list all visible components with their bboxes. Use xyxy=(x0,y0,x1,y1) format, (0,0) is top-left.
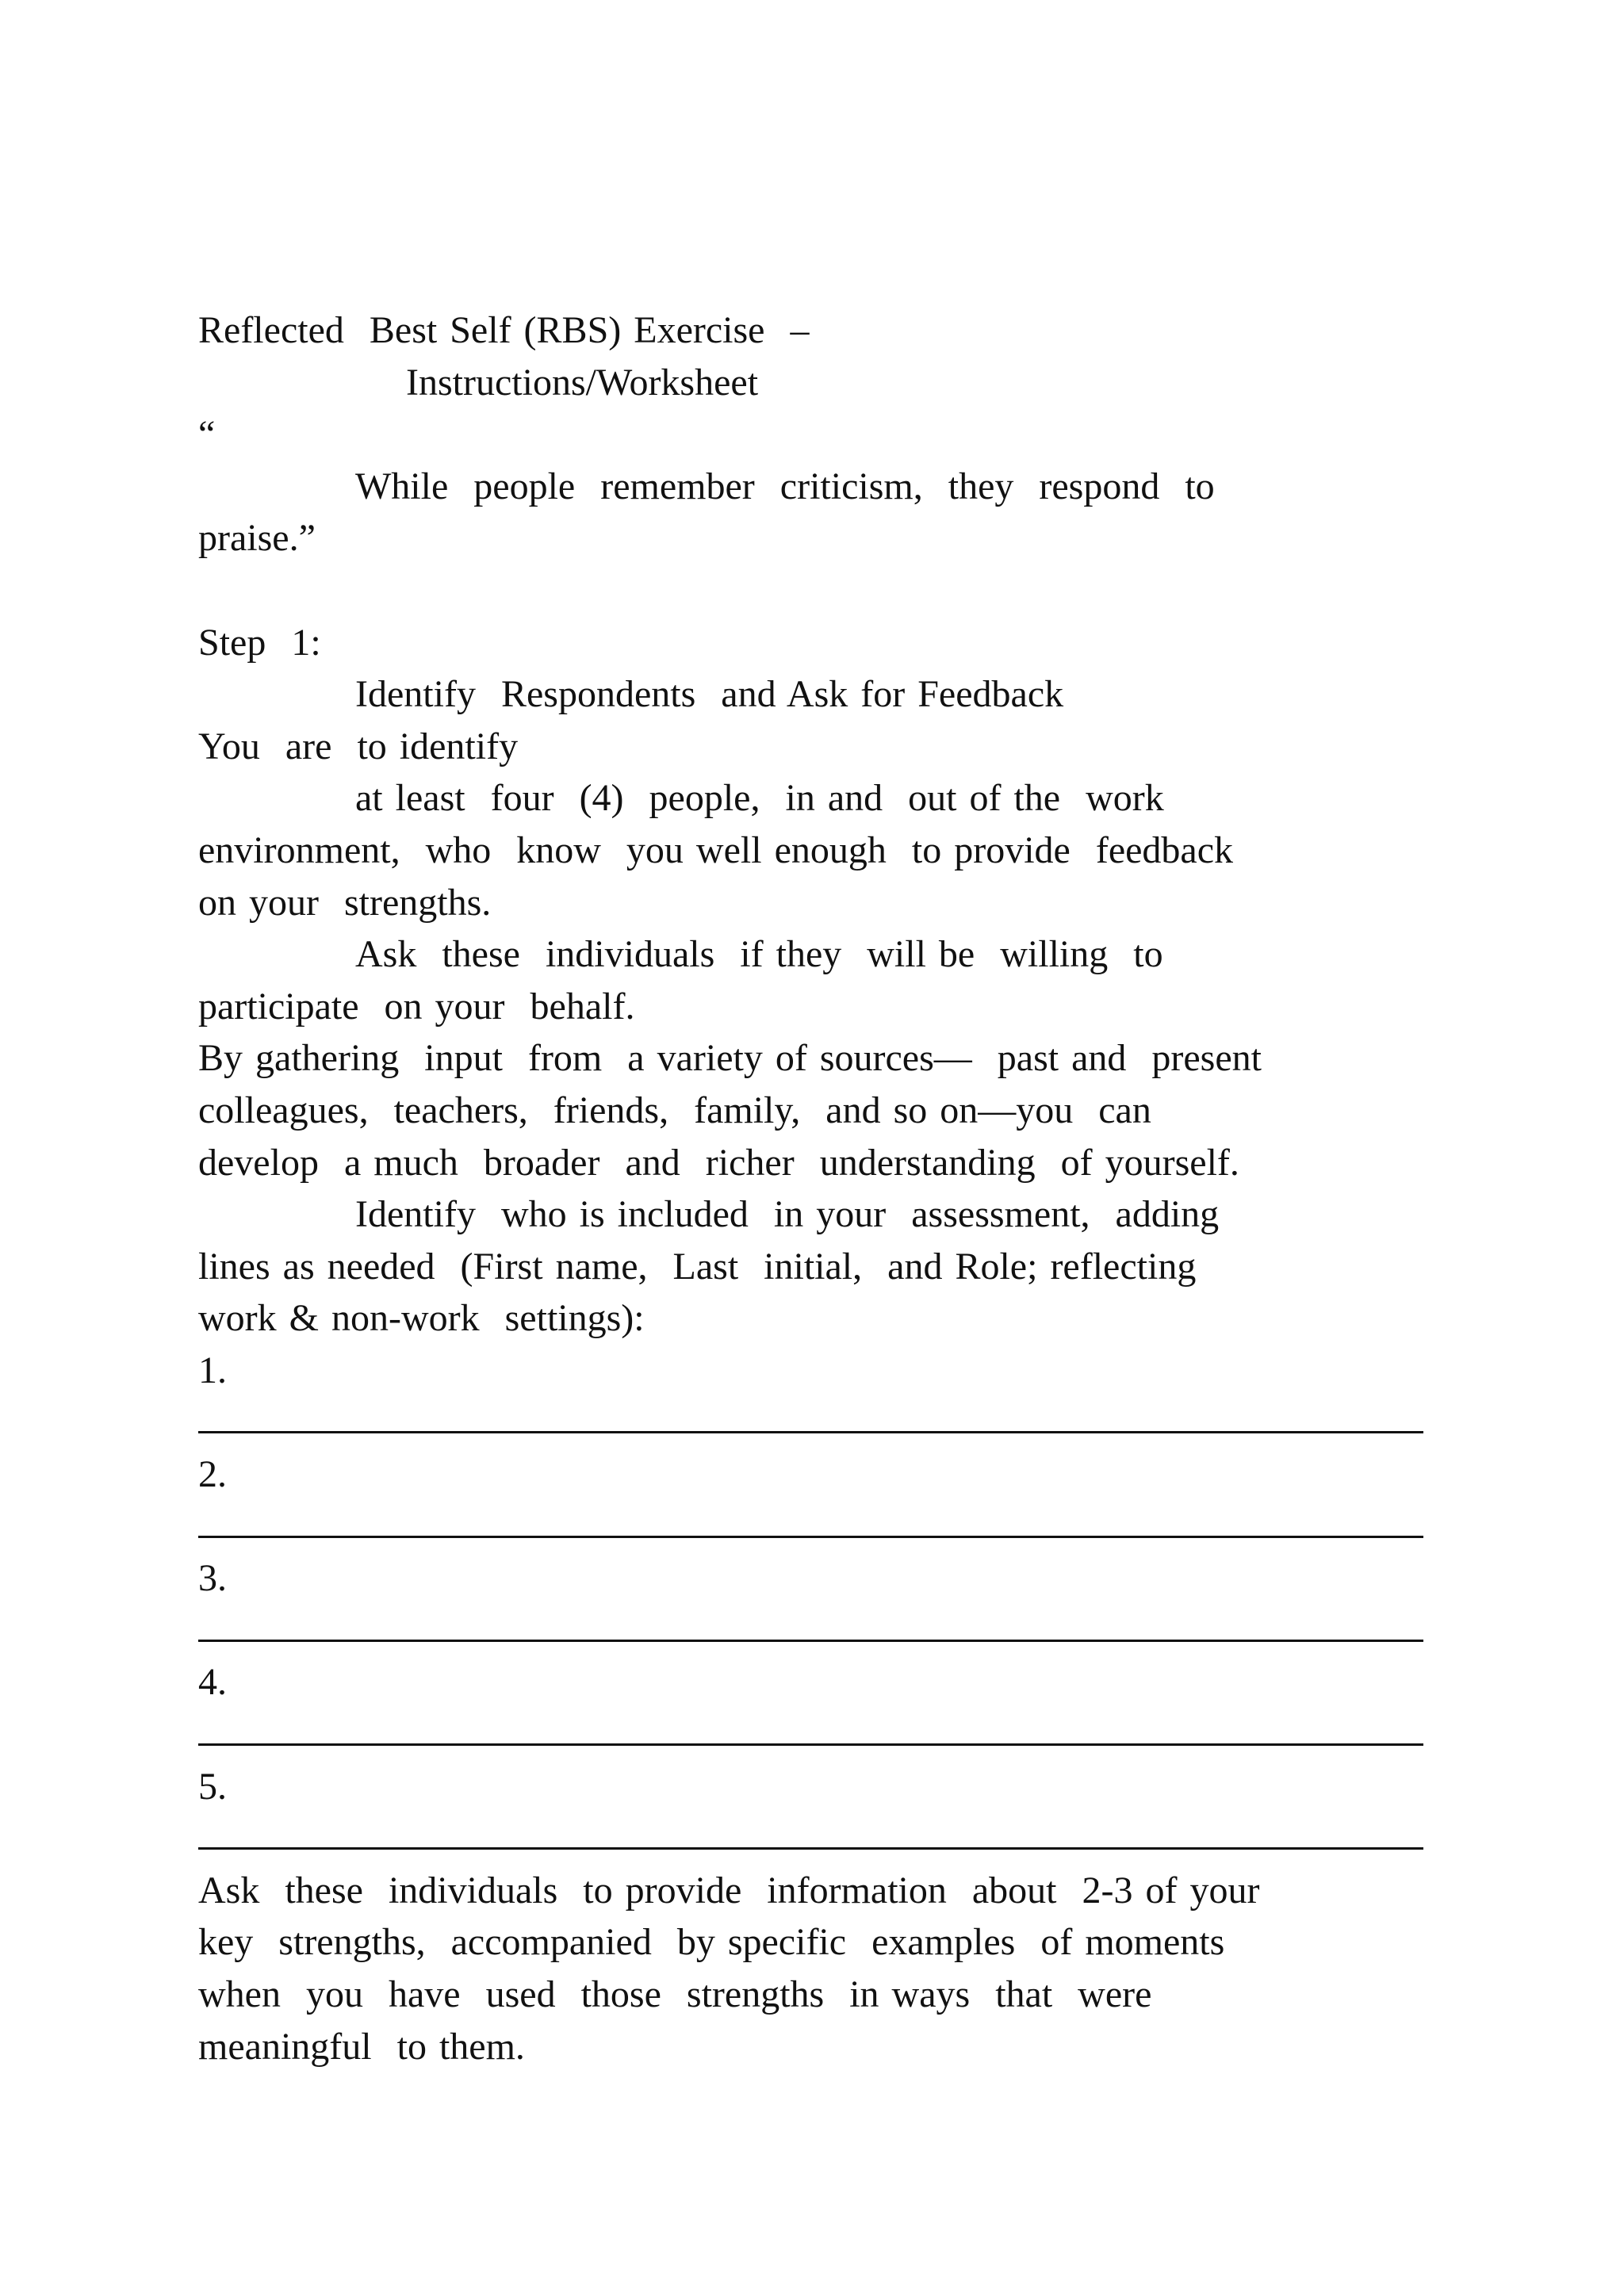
title-line-2: Instructions/Worksheet xyxy=(406,361,759,404)
respondent-blank-line[interactable] xyxy=(198,1812,1435,1865)
paragraph-line: at least four (4) people, in and out of the work xyxy=(355,777,1164,820)
respondent-number: 5. xyxy=(198,1765,227,1808)
respondent-blank-line[interactable] xyxy=(198,1396,1435,1448)
paragraph-line: key strengths, accompanied by specific examples of moments xyxy=(198,1921,1225,1964)
paragraph-line: when you have used those strengths in ways that were xyxy=(198,1973,1152,2015)
paragraph-line: environment, who know you well enough to provide feedback xyxy=(198,828,1234,871)
quote-text: While people remember criticism, they respond to xyxy=(355,465,1215,507)
spacer xyxy=(198,564,1435,617)
paragraph-line: colleagues, teachers, friends, family, and so on—you can xyxy=(198,1089,1151,1131)
quote-end: praise.” xyxy=(198,517,316,560)
paragraph-line: develop a much broader and richer understanding of yourself. xyxy=(198,1141,1239,1184)
respondent-number: 2. xyxy=(198,1453,227,1496)
paragraph-line: By gathering input from a variety of sources— past and present xyxy=(198,1037,1262,1080)
respondent-number: 4. xyxy=(198,1661,227,1704)
paragraph-line: Identify who is included in your assessment, adding xyxy=(355,1193,1220,1236)
respondent-number: 3. xyxy=(198,1557,227,1600)
paragraph-line: Ask these individuals to provide information about 2-3 of your xyxy=(198,1869,1260,1911)
paragraph-line: lines as needed (First name, Last initial, and Role; reflecting xyxy=(198,1245,1197,1288)
document-body xyxy=(198,304,1435,2072)
quote-open-mark: “ xyxy=(198,413,216,456)
respondent-number: 1. xyxy=(198,1349,227,1391)
step-title: Identify Respondents and Ask for Feedback xyxy=(355,673,1064,716)
respondent-blank-line[interactable] xyxy=(198,1501,1435,1553)
respondent-blank-line[interactable] xyxy=(198,1605,1435,1657)
paragraph-line: on your strengths. xyxy=(198,881,492,924)
paragraph-line: You are to identify xyxy=(198,725,519,767)
respondent-blank-line[interactable] xyxy=(198,1709,1435,1761)
paragraph-line: Ask these individuals if they will be willing to xyxy=(355,933,1163,976)
paragraph-line: meaningful to them. xyxy=(198,2025,525,2068)
title-line-1: Reflected Best Self (RBS) Exercise – xyxy=(198,309,810,351)
step-label: Step 1: xyxy=(198,621,321,664)
paragraph-line: participate on your behalf. xyxy=(198,985,635,1027)
paragraph-line: work & non-work settings): xyxy=(198,1297,645,1340)
